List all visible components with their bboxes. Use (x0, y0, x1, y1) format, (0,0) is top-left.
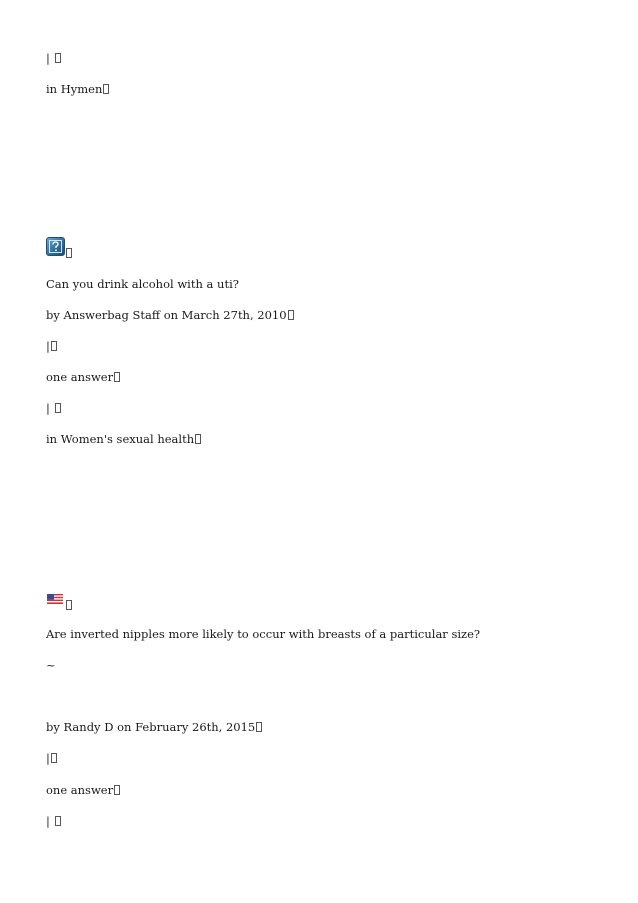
missing-glyph-icon (66, 600, 72, 610)
user-avatar[interactable] (47, 594, 72, 610)
missing-glyph-icon (66, 248, 72, 258)
separator: | (46, 51, 61, 65)
category-link[interactable]: in Women's sexual health (46, 432, 201, 446)
missing-glyph-icon (114, 785, 120, 795)
us-flag-icon[interactable] (47, 594, 63, 604)
byline: by Randy D on February 26th, 2015 (46, 720, 262, 734)
missing-glyph-icon (103, 84, 109, 94)
separator: | (46, 814, 61, 828)
missing-glyph-icon (256, 722, 262, 732)
answer-count-link[interactable]: one answer (46, 370, 120, 384)
question-title-link[interactable]: Can you drink alcohol with a uti? (46, 277, 239, 291)
tilde: ~ (46, 658, 56, 672)
byline: by Answerbag Staff on March 27th, 2010 (46, 308, 294, 322)
separator: | (46, 339, 57, 353)
missing-glyph-icon (55, 816, 61, 826)
question-box-icon[interactable] (46, 237, 65, 256)
missing-glyph-icon (288, 310, 294, 320)
answer-count-link[interactable]: one answer (46, 783, 120, 797)
missing-glyph-icon (55, 53, 61, 63)
question-title-link[interactable]: Are inverted nipples more likely to occur with breasts of a particular size? (46, 627, 481, 641)
separator: | (46, 751, 57, 765)
separator: | (46, 401, 61, 415)
missing-glyph-icon (51, 753, 57, 763)
category-link[interactable]: in Hymen (46, 82, 109, 96)
missing-glyph-icon (195, 434, 201, 444)
missing-glyph-icon (51, 341, 57, 351)
user-avatar[interactable] (46, 237, 72, 259)
missing-glyph-icon (114, 372, 120, 382)
missing-glyph-icon (55, 403, 61, 413)
